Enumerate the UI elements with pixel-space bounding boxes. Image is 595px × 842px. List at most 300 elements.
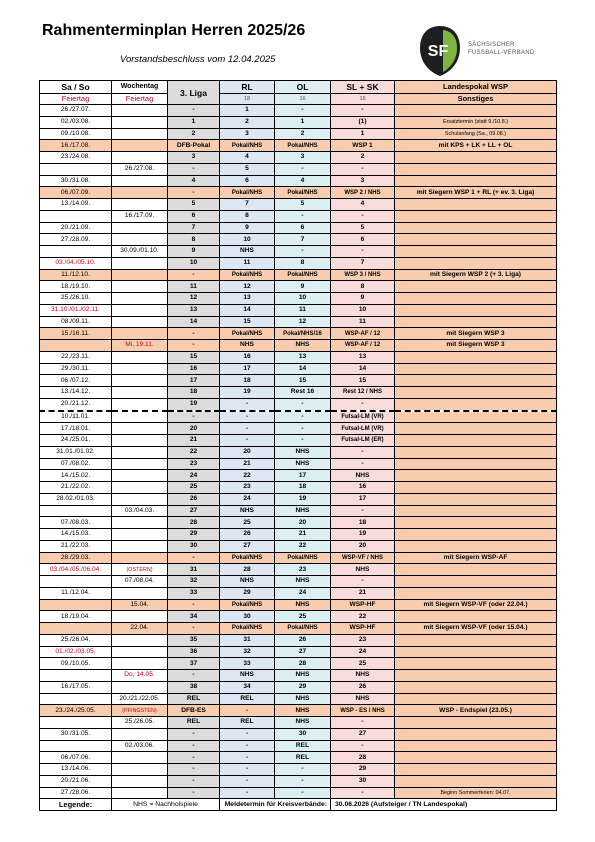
schedule-row [40, 775, 557, 787]
weekend-cell: 11./12.10. [40, 269, 112, 281]
landespokal-cell [395, 505, 557, 517]
sl-cell: WSP 2 / NHS [331, 187, 395, 199]
schedule-row [40, 564, 557, 576]
sl-cell: Futsal-LM (VR) [331, 411, 395, 423]
3-liga-cell: - [168, 163, 220, 175]
rl-cell: 10 [220, 234, 275, 246]
3-liga-cell: 20 [168, 423, 220, 435]
weekday-cell [112, 398, 168, 410]
weekend-cell: 31.01./01.02. [40, 446, 112, 458]
3-liga-cell: 18 [168, 387, 220, 399]
schedule-row [40, 728, 557, 740]
schedule-row [40, 210, 557, 222]
col-landespokal: Landespokal WSP [395, 81, 557, 94]
ol-cell: NHS [275, 705, 331, 717]
sl-cell: - [331, 210, 395, 222]
rl-cell: 21 [220, 458, 275, 470]
landespokal-cell: mit Siegern WSP 1 + RL (+ ev. 3. Liga) [395, 187, 557, 199]
sl-cell: 21 [331, 587, 395, 599]
ol-cell: 27 [275, 646, 331, 658]
sl-cell: 16 [331, 482, 395, 494]
sl-cell: 23 [331, 634, 395, 646]
weekend-cell: 02./03.08. [40, 116, 112, 128]
schedule-row [40, 163, 557, 175]
ol-cell: 9 [275, 281, 331, 293]
3-liga-cell: 29 [168, 529, 220, 541]
3-liga-cell: 26 [168, 493, 220, 505]
rl-cell: 8 [220, 210, 275, 222]
sl-cell: 29 [331, 764, 395, 776]
3-liga-cell: 8 [168, 234, 220, 246]
rl-cell: - [220, 728, 275, 740]
schedule-row [40, 576, 557, 588]
schedule-row [40, 281, 557, 293]
rl-cell: 27 [220, 540, 275, 552]
weekend-cell [40, 717, 112, 729]
landespokal-cell [395, 257, 557, 269]
landespokal-cell: Schulanfang (Sa., 09.08.) [395, 128, 557, 140]
3-liga-cell: - [168, 787, 220, 799]
sl-cell: Rest 12 / NHS [331, 387, 395, 399]
3-liga-cell: - [168, 740, 220, 752]
landespokal-cell [395, 304, 557, 316]
rl-cell: 1 [220, 105, 275, 117]
rl-cell: Pokal/NHS [220, 328, 275, 340]
rl-cell: - [220, 423, 275, 435]
3-liga-cell: 32 [168, 576, 220, 588]
sl-cell: WSP-AF / 12 [331, 340, 395, 352]
landespokal-cell [395, 435, 557, 447]
weekend-cell: 03./04./05.10. [40, 257, 112, 269]
sl-cell: - [331, 163, 395, 175]
rl-cell: 2 [220, 116, 275, 128]
ol-cell: 22 [275, 540, 331, 552]
schedule-row [40, 717, 557, 729]
3-liga-cell: - [168, 552, 220, 564]
rl-cell: 11 [220, 257, 275, 269]
weekday-cell [112, 423, 168, 435]
ol-cell: NHS [275, 599, 331, 611]
landespokal-cell [395, 693, 557, 705]
rl-cell: 9 [220, 222, 275, 234]
3-liga-cell: - [168, 752, 220, 764]
sl-cell: 7 [331, 257, 395, 269]
schedule-row [40, 634, 557, 646]
sl-cell: 2 [331, 152, 395, 164]
sl-cell: 27 [331, 728, 395, 740]
weekend-cell [40, 340, 112, 352]
weekend-cell: 13./14.09. [40, 199, 112, 211]
ol-cell: Pokal/NHS [275, 552, 331, 564]
sl-cell: WSP 1 [331, 140, 395, 152]
weekday-cell [112, 293, 168, 305]
ol-cell: 24 [275, 587, 331, 599]
ol-cell: 19 [275, 493, 331, 505]
rl-cell: 25 [220, 517, 275, 529]
landespokal-cell [395, 775, 557, 787]
landespokal-cell [395, 576, 557, 588]
col-sl-sk: SL + SK [331, 81, 395, 94]
weekend-cell: 16./17.08. [40, 140, 112, 152]
landespokal-cell [395, 152, 557, 164]
weekend-cell: 03./04./05./06.04. [40, 564, 112, 576]
3-liga-cell: 1 [168, 116, 220, 128]
ol-cell: 15 [275, 375, 331, 387]
weekday-cell: 07./08.04. [112, 576, 168, 588]
ol-cell: 3 [275, 152, 331, 164]
landespokal-cell [395, 646, 557, 658]
page-title: Rahmenterminplan Herren 2025/26 [42, 22, 306, 39]
weekday-cell [112, 257, 168, 269]
landespokal-cell [395, 387, 557, 399]
weekend-cell: 23./24.08. [40, 152, 112, 164]
rl-cell: NHS [220, 576, 275, 588]
schedule-row [40, 552, 557, 564]
rl-cell: 31 [220, 634, 275, 646]
3-liga-cell: 9 [168, 246, 220, 258]
schedule-row [40, 435, 557, 447]
rl-cell: - [220, 705, 275, 717]
ol-cell: NHS [275, 458, 331, 470]
3-liga-cell: 10 [168, 257, 220, 269]
landespokal-cell [395, 587, 557, 599]
ol-cell: 11 [275, 304, 331, 316]
ol-team-count: 16 [275, 94, 331, 105]
legend-nhs: NHS = Nachholspiele [112, 799, 220, 811]
3-liga-cell: 13 [168, 304, 220, 316]
weekday-cell [112, 375, 168, 387]
schedule-row [40, 470, 557, 482]
ol-cell: - [275, 246, 331, 258]
ol-cell: 14 [275, 363, 331, 375]
weekend-cell: 07./08.03. [40, 517, 112, 529]
sl-cell: - [331, 717, 395, 729]
landespokal-cell [395, 210, 557, 222]
landespokal-cell [395, 728, 557, 740]
schedule-row [40, 116, 557, 128]
3-liga-cell: 5 [168, 199, 220, 211]
schedule-row [40, 257, 557, 269]
3-liga-cell: 28 [168, 517, 220, 529]
weekday-cell: 16./17.09. [112, 210, 168, 222]
weekday-cell: (PFINGSTEN) [112, 705, 168, 717]
3-liga-cell: REL [168, 693, 220, 705]
rl-cell: Pokal/NHS [220, 140, 275, 152]
ol-cell: Pokal/NHS [275, 623, 331, 635]
weekend-cell: 20./21.12. [40, 398, 112, 410]
weekday-cell [112, 446, 168, 458]
schedule-row [40, 328, 557, 340]
weekday-cell: 20./21./22.05. [112, 693, 168, 705]
weekend-cell: 23./24./25.05. [40, 705, 112, 717]
ol-cell: - [275, 105, 331, 117]
weekend-cell: 24./25.01. [40, 435, 112, 447]
ol-cell: 18 [275, 482, 331, 494]
rl-cell: 14 [220, 304, 275, 316]
weekend-cell: 20./21.06. [40, 775, 112, 787]
landespokal-cell: Beginn Sommerferien: 04.07. [395, 787, 557, 799]
ol-cell: 1 [275, 116, 331, 128]
weekday-cell [112, 411, 168, 423]
rl-cell: REL [220, 693, 275, 705]
schedule-row [40, 175, 557, 187]
sl-cell: Futsal-LM (ER) [331, 435, 395, 447]
weekend-cell: 21./22.03. [40, 540, 112, 552]
weekday-cell [112, 351, 168, 363]
rl-cell: - [220, 398, 275, 410]
3-liga-cell: - [168, 670, 220, 682]
rl-cell: Pokal/NHS [220, 599, 275, 611]
rl-cell: 17 [220, 363, 275, 375]
weekday-cell [112, 552, 168, 564]
sl-cell: 15 [331, 375, 395, 387]
rl-cell: NHS [220, 246, 275, 258]
weekday-cell [112, 116, 168, 128]
ol-cell: 7 [275, 234, 331, 246]
ol-cell: - [275, 435, 331, 447]
sl-cell: 20 [331, 540, 395, 552]
sl-cell: 14 [331, 363, 395, 375]
3-liga-cell: 31 [168, 564, 220, 576]
3-liga-cell: 14 [168, 316, 220, 328]
sl-cell: - [331, 398, 395, 410]
weekday-cell [112, 187, 168, 199]
rl-cell: - [220, 787, 275, 799]
weekday-cell: 26./27.08. [112, 163, 168, 175]
3-liga-cell: - [168, 623, 220, 635]
ol-cell: NHS [275, 670, 331, 682]
ol-cell: - [275, 423, 331, 435]
landespokal-cell [395, 281, 557, 293]
rl-cell: - [220, 752, 275, 764]
schedule-row [40, 658, 557, 670]
col-weekend: Sa / So [40, 81, 112, 94]
landespokal-cell [395, 493, 557, 505]
weekend-cell: 06./07.12. [40, 375, 112, 387]
weekend-cell: 14./15.02. [40, 470, 112, 482]
3-liga-cell: 36 [168, 646, 220, 658]
weekend-cell: 11./12.04. [40, 587, 112, 599]
landespokal-cell [395, 764, 557, 776]
landespokal-cell [395, 634, 557, 646]
weekend-cell: 20./21.09. [40, 222, 112, 234]
rl-cell: REL [220, 717, 275, 729]
weekday-cell [112, 529, 168, 541]
weekday-cell [112, 517, 168, 529]
weekday-cell [112, 634, 168, 646]
schedule-row [40, 505, 557, 517]
3-liga-cell: 35 [168, 634, 220, 646]
rl-cell: 15 [220, 316, 275, 328]
sl-cell: - [331, 246, 395, 258]
schedule-row [40, 152, 557, 164]
landespokal-cell [395, 458, 557, 470]
schedule-row [40, 587, 557, 599]
sl-cell: 8 [331, 281, 395, 293]
schedule-row [40, 269, 557, 281]
rl-cell: 30 [220, 611, 275, 623]
schedule-row [40, 363, 557, 375]
schedule-row [40, 493, 557, 505]
weekend-cell: 16./17.05. [40, 681, 112, 693]
landespokal-cell [395, 163, 557, 175]
3-liga-cell: 16 [168, 363, 220, 375]
ol-cell: NHS [275, 505, 331, 517]
col-weekend-feiertag: Feiertag [40, 94, 112, 105]
ol-cell: - [275, 210, 331, 222]
ol-cell: NHS [275, 446, 331, 458]
weekend-cell [40, 576, 112, 588]
ol-cell: Pokal/NHS [275, 187, 331, 199]
rl-cell: 5 [220, 163, 275, 175]
ol-cell: NHS [275, 693, 331, 705]
weekend-cell: 30./31.05. [40, 728, 112, 740]
ol-cell: 2 [275, 128, 331, 140]
schedule-table [39, 80, 557, 811]
sl-cell: 10 [331, 304, 395, 316]
landespokal-cell [395, 293, 557, 305]
3-liga-cell: 3 [168, 152, 220, 164]
landespokal-cell [395, 411, 557, 423]
weekend-cell: 29./30.11. [40, 363, 112, 375]
3-liga-cell: 34 [168, 611, 220, 623]
ol-cell: Pokal/NHS [275, 140, 331, 152]
landespokal-cell: Ersatztermin (statt 9./10.8.) [395, 116, 557, 128]
rl-cell: 16 [220, 351, 275, 363]
rl-cell: 20 [220, 446, 275, 458]
3-liga-cell: DFB-ES [168, 705, 220, 717]
3-liga-cell: 6 [168, 210, 220, 222]
landespokal-cell [395, 316, 557, 328]
weekend-cell: 06./07.06. [40, 752, 112, 764]
landespokal-cell [395, 482, 557, 494]
weekend-cell [40, 670, 112, 682]
3-liga-cell: - [168, 328, 220, 340]
rl-cell: 34 [220, 681, 275, 693]
schedule-row [40, 411, 557, 423]
weekday-cell: 02./03.06. [112, 740, 168, 752]
rl-cell: 29 [220, 587, 275, 599]
schedule-row [40, 529, 557, 541]
weekday-cell [112, 764, 168, 776]
3-liga-cell: REL [168, 717, 220, 729]
landespokal-cell [395, 222, 557, 234]
schedule-row [40, 316, 557, 328]
landespokal-cell [395, 246, 557, 258]
weekday-cell [112, 470, 168, 482]
ol-cell: - [275, 411, 331, 423]
3-liga-cell: 33 [168, 587, 220, 599]
landespokal-cell: mit Siegern WSP-VF (oder 22.04.) [395, 599, 557, 611]
landespokal-cell [395, 375, 557, 387]
weekday-cell [112, 328, 168, 340]
landespokal-cell [395, 564, 557, 576]
rl-cell: NHS [220, 505, 275, 517]
weekend-cell: 01./02./03.05. [40, 646, 112, 658]
schedule-row [40, 517, 557, 529]
schedule-row [40, 458, 557, 470]
weekend-cell: 25./26.04. [40, 634, 112, 646]
3-liga-cell: 11 [168, 281, 220, 293]
ol-cell: 6 [275, 222, 331, 234]
landespokal-cell [395, 658, 557, 670]
weekday-cell [112, 316, 168, 328]
rl-cell: NHS [220, 340, 275, 352]
3-liga-cell: 22 [168, 446, 220, 458]
weekend-cell: 28./29.03. [40, 552, 112, 564]
sl-cell: 28 [331, 752, 395, 764]
sl-cell: WSP - ES / NHS [331, 705, 395, 717]
svg-text:SF: SF [427, 43, 449, 60]
3-liga-cell: 19 [168, 398, 220, 410]
weekend-cell: 26./27.07. [40, 105, 112, 117]
schedule-row [40, 304, 557, 316]
landespokal-cell [395, 199, 557, 211]
schedule-row [40, 705, 557, 717]
rl-cell: 18 [220, 375, 275, 387]
page-subtitle: Vorstandsbeschluss vom 12.04.2025 [120, 54, 276, 65]
weekend-cell [40, 163, 112, 175]
landespokal-cell [395, 351, 557, 363]
sl-cell: 30 [331, 775, 395, 787]
ol-cell: 25 [275, 611, 331, 623]
schedule-row [40, 351, 557, 363]
landespokal-cell [395, 540, 557, 552]
weekday-cell [112, 646, 168, 658]
ol-cell: - [275, 775, 331, 787]
legend-label: Legende: [40, 799, 112, 811]
weekday-cell [112, 658, 168, 670]
weekday-cell [112, 128, 168, 140]
sl-cell: NHS [331, 670, 395, 682]
rl-cell: 24 [220, 493, 275, 505]
rl-cell: 13 [220, 293, 275, 305]
weekend-cell: 08./09.11. [40, 316, 112, 328]
weekend-cell: 14./15.03. [40, 529, 112, 541]
schedule-row [40, 681, 557, 693]
weekend-cell: 07./08.02. [40, 458, 112, 470]
weekday-cell: Mi, 19.11. [112, 340, 168, 352]
schedule-row [40, 222, 557, 234]
sl-cell: 18 [331, 517, 395, 529]
weekday-cell [112, 482, 168, 494]
ol-cell: Pokal/NHS [275, 269, 331, 281]
sl-cell: 26 [331, 681, 395, 693]
3-liga-cell: 38 [168, 681, 220, 693]
schedule-row [40, 752, 557, 764]
sl-cell: (1) [331, 116, 395, 128]
weekday-cell: 22.04. [112, 623, 168, 635]
schedule-row [40, 128, 557, 140]
ol-cell: 29 [275, 681, 331, 693]
weekday-cell [112, 493, 168, 505]
rl-cell: - [220, 775, 275, 787]
weekday-cell [112, 387, 168, 399]
sl-cell: WSP-HF [331, 623, 395, 635]
sl-cell: - [331, 446, 395, 458]
landespokal-cell: mit KPS + LK + LL + OL [395, 140, 557, 152]
weekend-cell: 09./10.08. [40, 128, 112, 140]
rl-cell: NHS [220, 670, 275, 682]
weekday-cell: 25./26.05. [112, 717, 168, 729]
rl-cell: 26 [220, 529, 275, 541]
ol-cell: 4 [275, 175, 331, 187]
rl-cell: 12 [220, 281, 275, 293]
rl-cell: 7 [220, 199, 275, 211]
ol-cell: 5 [275, 199, 331, 211]
weekend-cell: 27./28.09. [40, 234, 112, 246]
rl-cell: Pokal/NHS [220, 187, 275, 199]
